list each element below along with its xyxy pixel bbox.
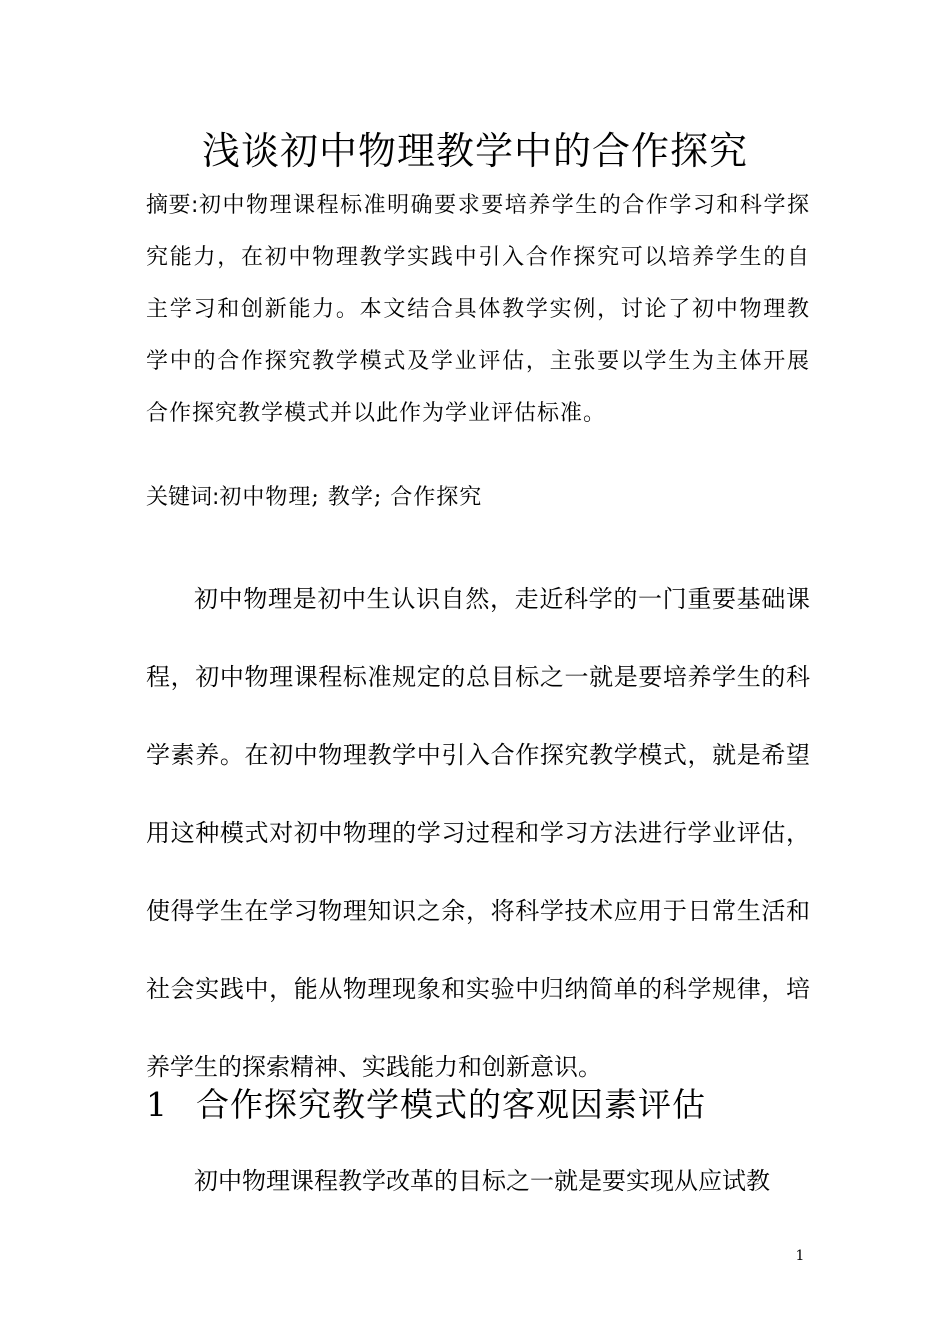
abstract-block [146,180,810,440]
document-title: 浅谈初中物理教学中的合作探究 [201,129,748,173]
section-heading-text: 合作探究教学模式的客观因素评估 [196,1085,706,1124]
abstract-text: 初中物理课程标准明确要求要培养学生的合作学习和科学探究能力，在初中物理教学实践中引入合作探究可以培养学生的自主学习和创新能力。本文结合具体教学实例，讨论了初中物理教学中的合作探究教学模式及学业评估，主张要以学生为主体开展合作探究教学模式并以此作为学业评估标准。 [146,193,810,426]
section-paragraph: 初中物理课程教学改革的目标之一就是要实现从应试教 [194,1167,770,1195]
keywords-text: 初中物理; 教学; 合作探究 [219,485,483,510]
keywords-label: 关键词: [146,485,220,510]
intro-paragraph: 初中物理是初中生认识自然，走近科学的一门重要基础课程，初中物理课程标准规定的总目标之一就是要培养学生的科学素养。在初中物理教学中引入合作探究教学模式，就是希望用这种模式对初中物理的学习过程和学习方法进行学业评估，使得学生在学习物理知识之余，将科学技术应用于日常生活和社会实践中，能从物理现象和实验中归纳简单的科学规律，培养学生的探索精神、实践能力和创新意识。 [146,585,810,1081]
page-number: 1 [795,1248,805,1264]
section-number: 1 [146,1085,168,1124]
abstract-label: 摘要: [146,193,199,218]
keywords-block [146,478,810,518]
section-heading [146,1076,810,1134]
